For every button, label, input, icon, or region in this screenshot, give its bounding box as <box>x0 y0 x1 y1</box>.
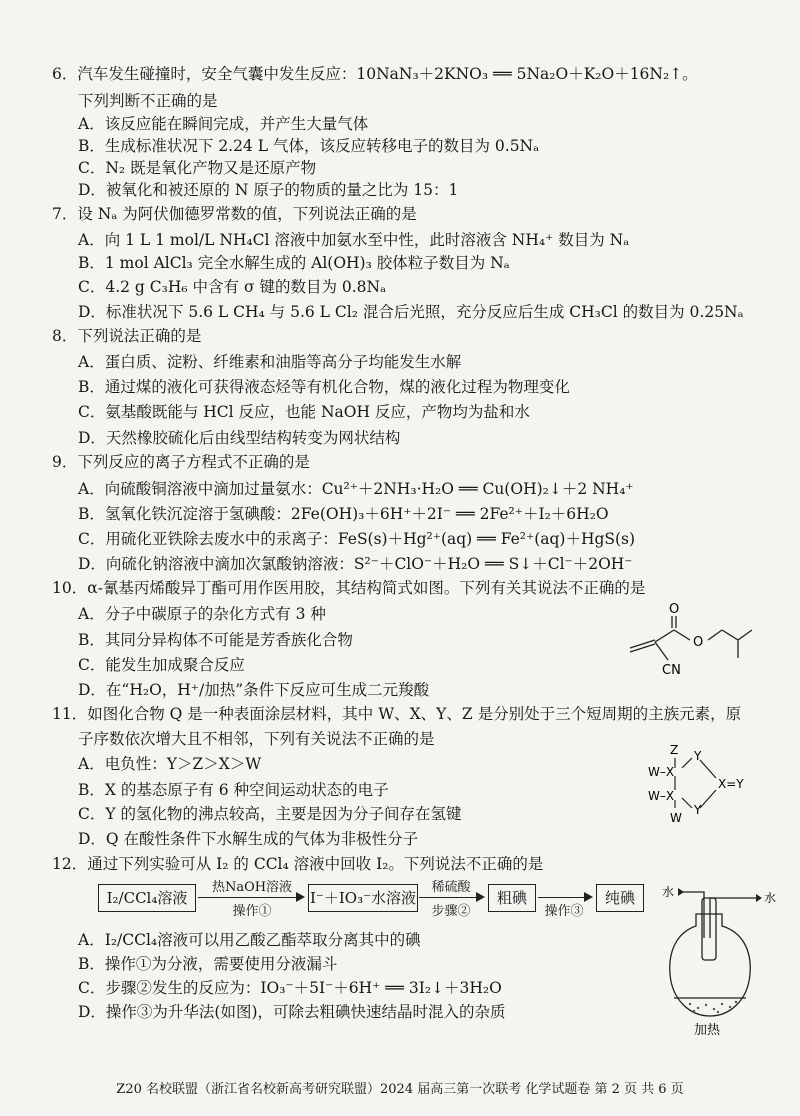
water-outlet-tube <box>710 898 756 938</box>
isobutyl-bond-2 <box>722 630 738 640</box>
q6-option-b: B．生成标准状况下 2.24 L 气体，该反应转移电子的数目为 0.5Nₐ <box>78 137 540 155</box>
q12-stem: 12．通过下列实验可从 I₂ 的 CCl₄ 溶液中回收 I₂。下列说法不正确的是 <box>52 855 544 873</box>
q11-option-d: D．Q 在酸性条件下水解生成的气体为非极性分子 <box>78 830 419 848</box>
atom-w-x-top-label: W–X <box>648 765 675 779</box>
q11-option-b: B．X 的基态原子有 6 种空间运动状态的电子 <box>78 781 389 799</box>
q8-option-a: A．蛋白质、淀粉、纤维素和油脂等高分子均能发生水解 <box>78 353 462 371</box>
q12-option-a: A．I₂/CCl₄溶液可以用乙酸乙酯萃取分离其中的碘 <box>78 931 421 949</box>
nitrile-bond <box>655 642 668 660</box>
q12-option-c: C．步骤②发生的反应为：IO₃⁻＋5I⁻＋6H⁺ ══ 3I₂↓＋3H₂O <box>78 979 502 997</box>
vinyl-double-bond-1 <box>630 644 655 652</box>
q9-option-d: D．向硫化钠溶液中滴加次氯酸钠溶液：S²⁻＋ClO⁻＋H₂O ══ S↓＋Cl⁻＋2OH⁻ <box>78 555 633 573</box>
water-in-arrow-icon <box>678 888 684 896</box>
q12-flow-diagram <box>98 878 658 924</box>
q6-sub: 下列判断不正确的是 <box>78 92 218 110</box>
water-in-label: 水 <box>662 885 675 899</box>
flow-box-3: 粗碘 <box>488 884 536 912</box>
q11-option-c: C．Y 的氢化物的沸点较高，主要是因为分子间存在氢键 <box>78 805 462 823</box>
q7-option-d: D．标准状况下 5.6 L CH₄ 与 5.6 L Cl₂ 混合后光照，充分反应后生成 CH₃Cl 的数目为 0.25Nₐ <box>78 303 744 321</box>
q10-option-c: C．能发生加成聚合反应 <box>78 656 245 674</box>
q11-structure-figure <box>640 742 780 832</box>
atom-w-bottom-label: W <box>670 811 682 825</box>
flow-box-1: I₂/CCl₄溶液 <box>98 884 196 912</box>
flow-arrow-1-top: 热NaOH溶液 <box>211 880 293 895</box>
q10-option-a: A．分子中碳原子的杂化方式有 3 种 <box>78 605 326 623</box>
flow-arrow-2 <box>419 897 481 898</box>
atom-y-top-label: Y <box>694 749 702 763</box>
isobutyl-bond-1 <box>708 630 722 640</box>
q8-option-d: D．天然橡胶硫化后由线型结构转变为网状结构 <box>78 429 401 447</box>
q6-option-d: D．被氧化和被还原的 N 原子的物质的量之比为 15：1 <box>78 181 459 199</box>
isobutyl-bond-3 <box>738 630 752 640</box>
q7-stem: 7．设 Nₐ 为阿伏伽德罗常数的值，下列说法正确的是 <box>52 205 417 223</box>
q9-option-b: B．氢氧化铁沉淀溶于氢碘酸：2Fe(OH)₃＋6H⁺＋2I⁻ ══ 2Fe²⁺＋I₂＋6H₂O <box>78 505 609 523</box>
q11-option-a: A．电负性：Y＞Z＞X＞W <box>78 755 262 773</box>
q9-option-a: A．向硫酸铜溶液中滴加过量氨水：Cu²⁺＋2NH₃·H₂O ══ Cu(OH)₂↓＋2 NH₄⁺ <box>78 480 634 498</box>
q8-option-c: C．氨基酸既能与 HCl 反应，也能 NaOH 反应，产物均为盐和水 <box>78 403 530 421</box>
atom-w-x-bottom-label: W–X <box>648 789 675 803</box>
q10-option-d: D．在“H₂O，H⁺/加热”条件下反应可生成二元羧酸 <box>78 681 430 699</box>
flow-arrow-3 <box>538 897 588 898</box>
ester-oxygen-label: O <box>693 635 704 650</box>
q12-option-d: D．操作③为升华法(如图)，可除去粗碘快速结晶时混入的杂质 <box>78 1003 506 1021</box>
q9-option-c: C．用硫化亚铁除去废水中的汞离子：FeS(s)＋Hg²⁺(aq) ══ Fe²⁺(aq)＋HgS(s) <box>78 530 636 548</box>
sublimation-apparatus <box>660 878 780 1038</box>
carbonyl-oxygen-label: O <box>669 602 680 617</box>
flow-arrow-1 <box>198 897 302 898</box>
vinyl-double-bond-2 <box>630 640 655 648</box>
heat-label: 加热 <box>694 1023 721 1038</box>
flow-arrow-2-bottom: 步骤② <box>431 904 471 919</box>
carbonyl-carbon-bond <box>655 630 674 642</box>
q7-option-b: B．1 mol AlCl₃ 完全水解生成的 Al(OH)₃ 胶体粒子数目为 Nₐ <box>78 254 510 272</box>
q8-stem: 8．下列说法正确的是 <box>52 327 202 345</box>
q12-option-b: B．操作①为分液，需要使用分液漏斗 <box>78 955 338 973</box>
water-out-label: 水 <box>764 891 777 905</box>
q9-stem: 9．下列反应的离子方程式不正确的是 <box>52 453 310 471</box>
q7-option-c: C．4.2 g C₃H₆ 中含有 σ 键的数目为 0.8Nₐ <box>78 278 387 296</box>
flow-arrow-3-bottom: 操作③ <box>544 904 584 919</box>
flow-box-2: I⁻＋IO₃⁻水溶液 <box>308 884 418 912</box>
atom-x-y-right-label: X=Y <box>718 777 744 791</box>
q6-option-a: A．该反应能在瞬间完成，并产生大量气体 <box>78 115 369 133</box>
q7-option-a: A．向 1 L 1 mol/L NH₄Cl 溶液中加氨水至中性，此时溶液含 NH₄⁺ 数目为 Nₐ <box>78 231 630 249</box>
q10-structure-figure <box>610 600 780 680</box>
flow-arrow-1-bottom: 操作① <box>232 904 272 919</box>
page-footer: Z20 名校联盟（浙江省名校新高考研究联盟）2024 届高三第一次联考 化学试题卷 第 2 页 共 6 页 <box>116 1082 684 1097</box>
q10-option-b: B．其同分异构体不可能是芳香族化合物 <box>78 631 353 649</box>
flow-arrow-2-top: 稀硫酸 <box>431 880 471 895</box>
atom-y-bottom-label: Y <box>694 803 702 817</box>
q10-stem: 10．α-氰基丙烯酸异丁酯可用作医用胶，其结构简式如图。下列有关其说法不正确的是 <box>52 579 646 597</box>
q11-stem: 11．如图化合物 Q 是一种表面涂层材料，其中 W、X、Y、Z 是分别处于三个短周期的主族元素，原 <box>52 705 742 723</box>
q6-stem: 6．汽车发生碰撞时，安全气囊中发生反应：10NaN₃＋2KNO₃ ══ 5Na₂O＋K₂O＋16N₂↑。 <box>52 65 698 83</box>
q6-option-c: C．N₂ 既是氧化产物又是还原产物 <box>78 159 317 177</box>
flow-box-4: 纯碘 <box>596 884 644 912</box>
ester-bond <box>674 630 690 640</box>
nitrile-label: CN <box>662 663 681 678</box>
water-out-arrow-icon <box>756 894 762 902</box>
q11-stem-line2: 子序数依次增大且不相邻，下列有关说法不正确的是 <box>78 730 435 748</box>
atom-z-label: Z <box>670 743 679 757</box>
q8-option-b: B．通过煤的液化可获得液态烃等有机化合物，煤的液化过程为物理变化 <box>78 378 570 396</box>
